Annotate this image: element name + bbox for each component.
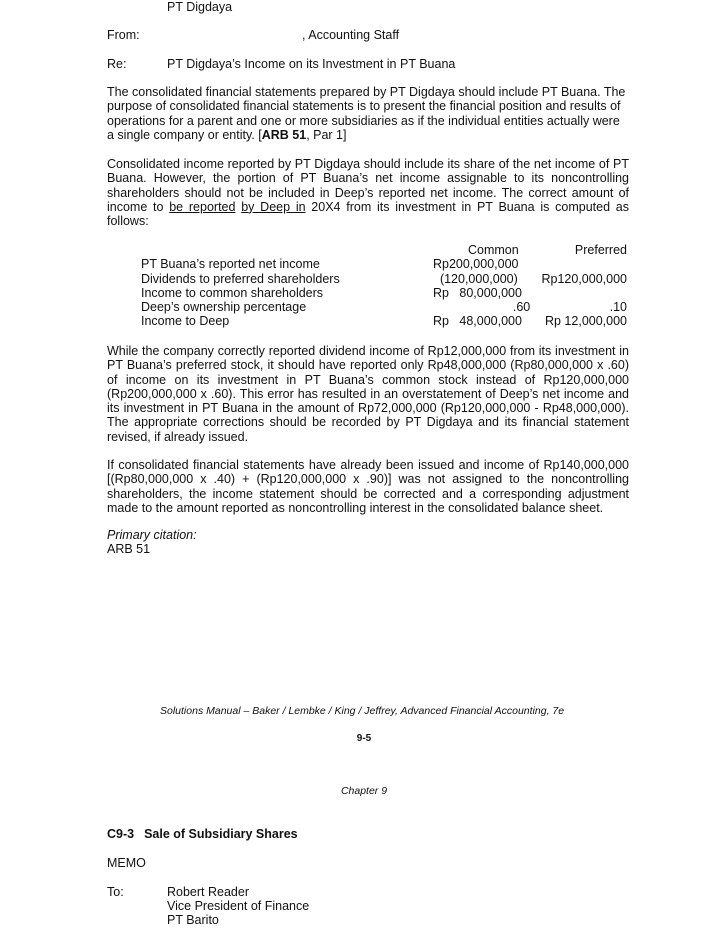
para2-text-end: 20X4 from its investment in PT Buana is computed as follows: [107, 199, 629, 229]
row-label: Income to Deep [141, 314, 230, 329]
section-number: C9-3 [107, 827, 135, 841]
to-name: Robert Reader [167, 885, 249, 899]
citation-label-text: Primary citation: [107, 528, 197, 542]
footer-page-number: 9-5 [356, 733, 372, 744]
table-header-row [141, 243, 631, 257]
section-heading [107, 827, 298, 841]
row-preferred: Rp 12,000,000 [544, 314, 627, 329]
para2-text: Consolidated income reported by PT Digdaya should include its share of the net income of PT Buana. However, the portion of PT Buana’s net income assignable to its noncontrolling shareholders should not be included in Deep’s reported net income. The correct amount of income to [107, 157, 629, 214]
column-header-preferred: Preferred [574, 243, 627, 257]
row-label: Deep’s ownership percentage [141, 300, 307, 315]
table-row [141, 300, 631, 314]
row-common: .60 [433, 300, 531, 315]
row-preferred: Rp120,000,000 [541, 271, 627, 286]
to-title: Vice President of Finance [167, 899, 310, 913]
row-common: Rp200,000,000 [433, 257, 519, 272]
row-preferred: .10 [609, 300, 627, 315]
row-label: Income to common shareholders [141, 285, 324, 300]
underlined-phrase-2: by Deep in [241, 199, 306, 214]
paragraph-issued-statements: If consolidated financial statements have already been issued and income of Rp140,000,000 [(Rp80,000,000 x .40) + (Rp120,000,000 x .90)] was not assigned to the noncontrolling shareholders, the income statement should be corrected and a corresponding adjustment made to the amount reported as noncontrolling interest in the consolidated balance sheet. [107, 458, 629, 515]
row-common: Rp 48,000,000 [433, 314, 522, 329]
to-company: PT Barito [167, 913, 219, 927]
row-common: (120,000,000) [433, 271, 518, 286]
paragraph-consolidated-income [107, 157, 629, 228]
citation-label [107, 528, 197, 542]
chapter-label: Chapter 9 [340, 785, 388, 797]
from-value: , Accounting Staff [302, 28, 400, 42]
row-label: Dividends to preferred shareholders [141, 271, 340, 286]
paragraph-error-explanation: While the company correctly reported dividend income of Rp12,000,000 from its investment in PT Buana’s preferred stock, it should have reported only Rp48,000,000 (Rp80,000,000 x .60) of income on its investment in PT Buana’s common stock instead of Rp120,000,000 (Rp200,000,000 x .60). This error has resulted in an overstatement of Deep’s net income and its investment in PT Buana in the amount of Rp72,000,000 (Rp120,000,000 - Rp48,000,000). The appropriate corrections should be recorded by PT Digdaya and its financial statement revised, if already issued. [107, 344, 629, 444]
re-value: PT Digdaya’s Income on its Investment in PT Buana [167, 57, 456, 71]
from-label: From: [107, 28, 140, 42]
row-common: Rp 80,000,000 [433, 285, 522, 300]
row-label: PT Buana’s reported net income [141, 257, 320, 272]
footer-source: Solutions Manual – Baker / Lembke / King / Jeffrey, Advanced Financial Accounting, 7e [160, 705, 565, 717]
memo-label: MEMO [107, 856, 146, 870]
paragraph-consolidation-purpose [107, 85, 629, 142]
underlined-phrase-1: be reported [169, 199, 236, 214]
table-row [141, 257, 631, 271]
section-title: Sale of Subsidiary Shares [144, 827, 298, 841]
re-label: Re: [107, 57, 127, 71]
arb-reference: ARB 51 [261, 127, 307, 142]
column-header-common: Common [468, 243, 519, 257]
income-computation-table [141, 243, 631, 329]
to-label: To: [107, 885, 124, 899]
citation-value: ARB 51 [107, 542, 151, 556]
para1-text: The consolidated financial statements prepared by PT Digdaya should include PT Buana. The purpose of consolidated financial statements is to present the financial position and results of operations for a parent and one or more subsidiaries as if the individual entities actually were a single company or entity. [ [107, 85, 626, 142]
para1-text-end: , Par 1] [306, 127, 347, 142]
table-row [141, 314, 631, 328]
table-row [141, 272, 631, 286]
memo-to-company: PT Digdaya [167, 0, 233, 14]
table-row [141, 286, 631, 300]
